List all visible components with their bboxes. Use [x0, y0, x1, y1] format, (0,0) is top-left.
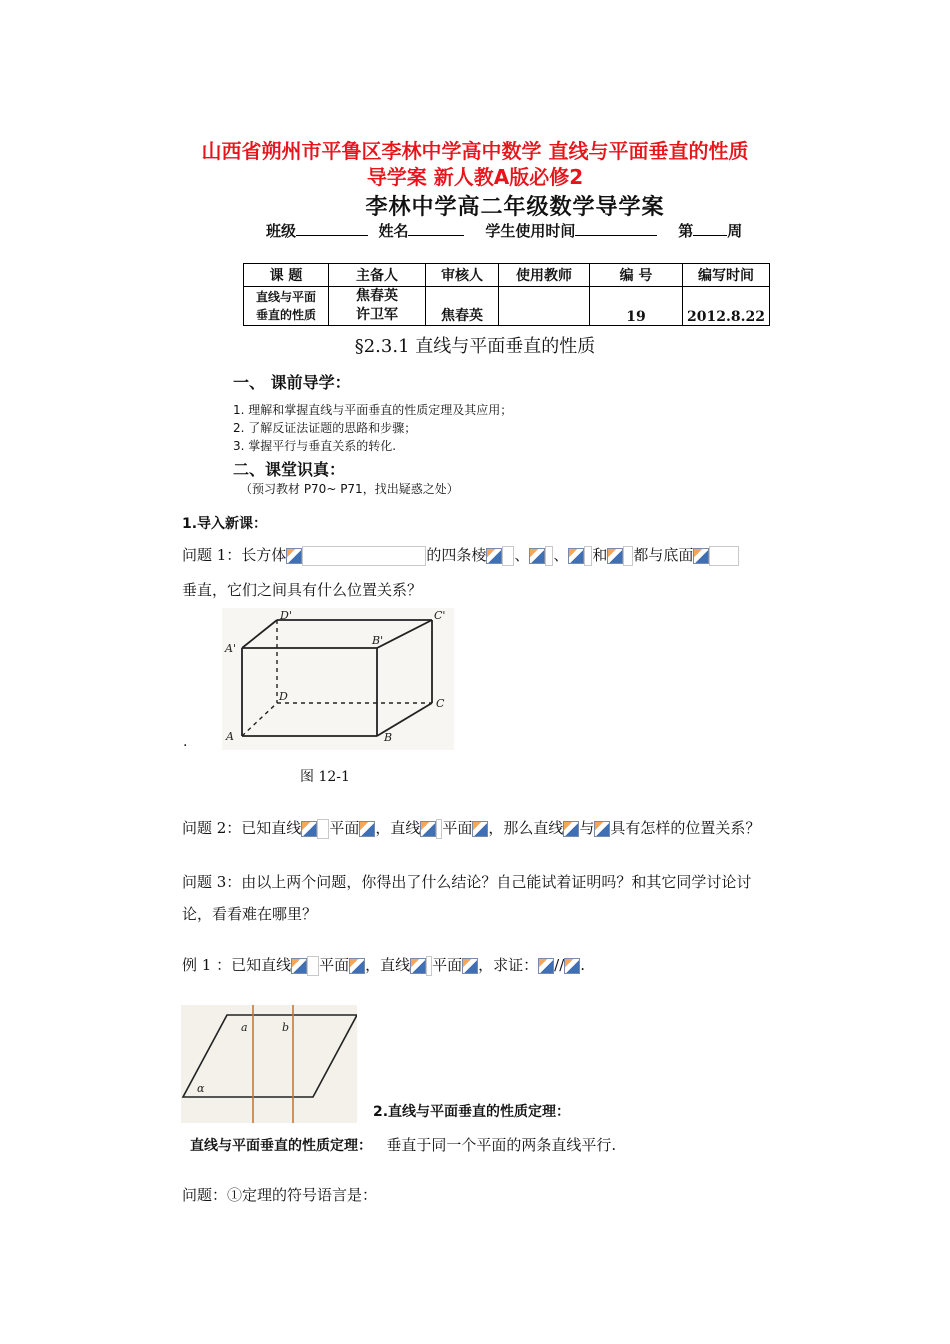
student-info-line	[266, 220, 742, 241]
q1-sep-1: 、	[514, 546, 530, 564]
q1-text-a: 问题 1：长方体	[182, 546, 287, 564]
week-suffix: 周	[727, 222, 743, 240]
formula-placeholder	[502, 546, 514, 566]
formula-image-icon	[564, 958, 580, 974]
intro-heading: 1.导入新课：	[182, 516, 268, 532]
q2-text-1: 平面	[329, 819, 360, 837]
label-b-prime: B'	[372, 634, 384, 647]
question-1-line2: 垂直，它们之间具有什么位置关系？	[182, 581, 423, 599]
header-teacher: 使用教师	[499, 264, 590, 287]
topic-line2: 垂直的性质	[255, 308, 316, 322]
label-b: B	[384, 731, 393, 744]
goal-item-2: 2. 了解反证法证题的思路和步骤；	[233, 421, 417, 435]
document-subtitle: 导学案 新人教A版必修2	[366, 165, 584, 189]
figure-cuboid	[222, 608, 454, 750]
part1-heading: 一、 课前导学：	[233, 373, 351, 392]
document-title: 山西省朔州市平鲁区李林中学高中数学 直线与平面垂直的性质	[201, 139, 749, 163]
ex1-text-3: 平面	[432, 956, 463, 974]
q2-text-5: 与	[579, 819, 595, 837]
question-symbolic: 问题：①定理的符号语言是：	[182, 1186, 378, 1204]
header-date: 编写时间	[683, 264, 770, 287]
line-b-label: b	[282, 1021, 290, 1034]
lesson-info-table	[243, 263, 770, 326]
cell-topic	[244, 287, 329, 326]
cell-author	[329, 287, 426, 326]
header-reviewer: 审核人	[426, 264, 499, 287]
q2-text-3: 平面	[442, 819, 473, 837]
label-d: D	[279, 690, 288, 703]
goal-item-3: 3. 掌握平行与垂直关系的转化.	[233, 439, 397, 453]
formula-image-icon	[529, 548, 545, 564]
q1-text-and: 和	[592, 546, 608, 564]
class-blank[interactable]	[296, 221, 368, 236]
formula-image-icon	[563, 821, 579, 837]
name-blank[interactable]	[408, 221, 464, 236]
formula-image-icon	[291, 958, 307, 974]
formula-image-icon	[472, 821, 488, 837]
week-blank[interactable]	[693, 221, 727, 236]
cell-number: 19	[590, 287, 683, 326]
parallel-lines-diagram	[181, 1005, 357, 1123]
stray-dot: .	[183, 734, 188, 750]
author-line1: 焦春英	[356, 288, 398, 304]
preview-note: （预习教材 P70~ P71，找出疑惑之处）	[240, 482, 459, 496]
ex1-text-4: ，求证：	[478, 956, 539, 974]
formula-image-icon	[486, 548, 502, 564]
formula-image-icon	[693, 548, 709, 564]
q2-text-2: ，直线	[375, 819, 421, 837]
formula-placeholder	[709, 546, 739, 566]
section-title: §2.3.1 直线与平面垂直的性质	[354, 336, 596, 357]
ex1-text-0: 例 1 ：已知直线	[182, 956, 292, 974]
label-d-prime: D'	[280, 609, 292, 622]
line-a-label: a	[241, 1021, 248, 1034]
formula-image-icon	[359, 821, 375, 837]
figure-parallel-lines	[181, 1005, 357, 1123]
time-blank[interactable]	[575, 221, 657, 236]
formula-image-icon	[568, 548, 584, 564]
cuboid-diagram	[222, 608, 454, 750]
label-c: C	[436, 697, 445, 710]
ex1-text-2: ，直线	[365, 956, 411, 974]
theorem-statement	[190, 1134, 616, 1155]
formula-placeholder	[317, 819, 329, 839]
formula-image-icon	[349, 958, 365, 974]
theorem-text: 垂直于同一个平面的两条直线平行.	[386, 1136, 617, 1154]
formula-image-icon	[538, 958, 554, 974]
q1-text-f: 都与底面	[633, 546, 694, 564]
theorem-heading: 2.直线与平面垂直的性质定理：	[373, 1104, 571, 1120]
q2-text-4: ，那么直线	[488, 819, 564, 837]
ex1-period: .	[580, 956, 586, 974]
goal-item-1: 1. 理解和掌握直线与平面垂直的性质定理及其应用；	[233, 403, 513, 417]
header-topic: 课 题	[244, 264, 329, 287]
plane-alpha-label: α	[197, 1082, 205, 1095]
class-label: 班级	[266, 222, 297, 240]
figure-caption: 图 12-1	[300, 769, 350, 785]
cell-reviewer: 焦春英	[426, 287, 499, 326]
topic-line1: 直线与平面	[255, 290, 316, 304]
author-line2: 许卫军	[356, 307, 398, 323]
q2-text-0: 问题 2：已知直线	[182, 819, 302, 837]
q1-text-b: 的四条棱	[426, 546, 487, 564]
formula-image-icon	[607, 548, 623, 564]
time-label: 学生使用时间	[485, 222, 576, 240]
question-3-line2: 论，看看难在哪里？	[182, 905, 318, 923]
question-1-line1	[182, 544, 739, 566]
cell-date: 2012.8.22	[683, 287, 770, 326]
label-c-prime: C'	[434, 609, 446, 622]
question-3-line1: 问题 3：由以上两个问题，你得出了什么结论？自己能试着证明吗？和其它同学讨论讨	[182, 873, 752, 891]
formula-image-icon	[410, 958, 426, 974]
name-label: 姓名	[378, 222, 409, 240]
label-a: A	[226, 730, 234, 743]
theorem-label: 直线与平面垂直的性质定理：	[190, 1138, 372, 1154]
formula-image-icon	[594, 821, 610, 837]
formula-image-icon	[420, 821, 436, 837]
formula-image-icon	[301, 821, 317, 837]
header-author: 主备人	[329, 264, 426, 287]
formula-placeholder	[623, 546, 633, 566]
q2-text-6: 具有怎样的位置关系？	[610, 819, 761, 837]
formula-image-icon	[462, 958, 478, 974]
formula-image-icon	[286, 548, 302, 564]
school-title: 李林中学高二年级数学导学案	[365, 195, 665, 220]
part2-heading: 二、课堂识真：	[233, 460, 346, 479]
q1-sep-2: 、	[553, 546, 569, 564]
question-2	[182, 817, 760, 839]
ex1-parallel-symbol: //	[554, 956, 565, 974]
example-1	[182, 954, 585, 976]
cell-teacher	[499, 287, 590, 326]
formula-placeholder	[307, 956, 319, 976]
header-number: 编 号	[590, 264, 683, 287]
label-a-prime: A'	[225, 642, 236, 655]
week-label: 第	[678, 222, 694, 240]
formula-placeholder	[302, 546, 426, 566]
ex1-text-1: 平面	[319, 956, 350, 974]
